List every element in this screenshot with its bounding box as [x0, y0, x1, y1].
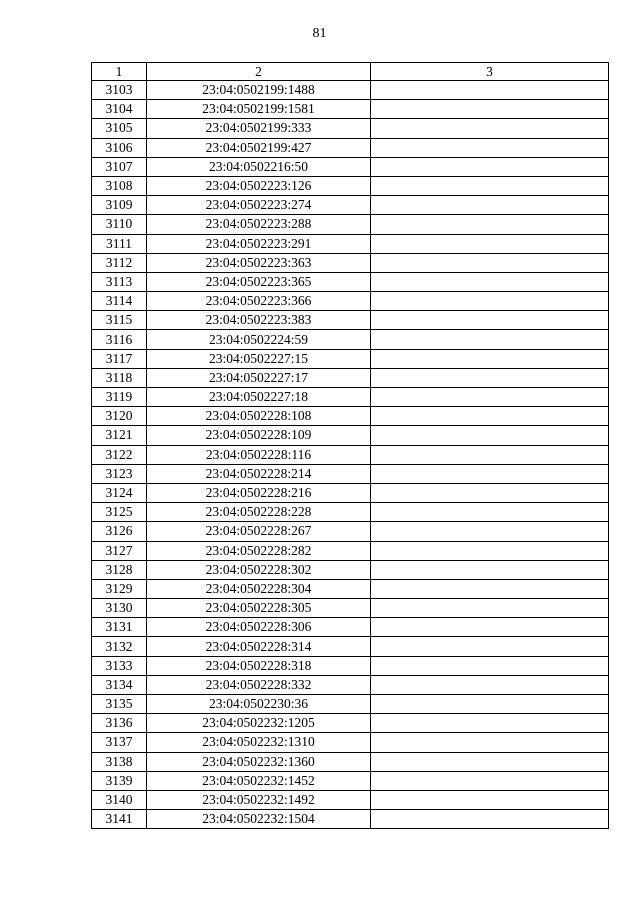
notes-cell	[371, 311, 609, 330]
cadastral-number-cell: 23:04:0502223:274	[147, 196, 371, 215]
notes-cell	[371, 234, 609, 253]
notes-cell	[371, 675, 609, 694]
row-number-cell: 3118	[92, 368, 147, 387]
row-number-cell: 3120	[92, 407, 147, 426]
table-row	[92, 215, 609, 234]
notes-cell	[371, 407, 609, 426]
cadastral-number-cell: 23:04:0502228:228	[147, 503, 371, 522]
cadastral-number-cell: 23:04:0502228:305	[147, 599, 371, 618]
row-number-cell: 3117	[92, 349, 147, 368]
cadastral-number-cell: 23:04:0502228:306	[147, 618, 371, 637]
row-number-cell: 3133	[92, 656, 147, 675]
row-number-cell: 3140	[92, 790, 147, 809]
cadastral-number-cell: 23:04:0502223:291	[147, 234, 371, 253]
table-row	[92, 599, 609, 618]
notes-cell	[371, 157, 609, 176]
cadastral-number-cell: 23:04:0502228:332	[147, 675, 371, 694]
row-number-cell: 3110	[92, 215, 147, 234]
cadastral-number-cell: 23:04:0502223:363	[147, 253, 371, 272]
table-row	[92, 119, 609, 138]
row-number-cell: 3112	[92, 253, 147, 272]
table-row	[92, 234, 609, 253]
row-number-cell: 3104	[92, 100, 147, 119]
row-number-cell: 3137	[92, 733, 147, 752]
row-number-cell: 3124	[92, 483, 147, 502]
table-row	[92, 714, 609, 733]
cadastral-number-cell: 23:04:0502199:333	[147, 119, 371, 138]
table-row	[92, 503, 609, 522]
notes-cell	[371, 388, 609, 407]
table-row	[92, 579, 609, 598]
row-number-cell: 3141	[92, 810, 147, 829]
cadastral-number-cell: 23:04:0502228:214	[147, 464, 371, 483]
row-number-cell: 3134	[92, 675, 147, 694]
notes-cell	[371, 272, 609, 291]
notes-cell	[371, 618, 609, 637]
row-number-cell: 3126	[92, 522, 147, 541]
cadastral-number-cell: 23:04:0502228:116	[147, 445, 371, 464]
row-number-cell: 3128	[92, 560, 147, 579]
row-number-cell: 3111	[92, 234, 147, 253]
notes-cell	[371, 695, 609, 714]
row-number-cell: 3108	[92, 176, 147, 195]
row-number-cell: 3109	[92, 196, 147, 215]
cadastral-number-cell: 23:04:0502232:1360	[147, 752, 371, 771]
row-number-cell: 3115	[92, 311, 147, 330]
table-row	[92, 483, 609, 502]
cadastral-number-cell: 23:04:0502232:1205	[147, 714, 371, 733]
table-row	[92, 560, 609, 579]
table-row	[92, 810, 609, 829]
table-row	[92, 426, 609, 445]
row-number-cell: 3139	[92, 771, 147, 790]
table-row	[92, 272, 609, 291]
table-row	[92, 330, 609, 349]
cadastral-number-cell: 23:04:0502223:288	[147, 215, 371, 234]
table-row	[92, 675, 609, 694]
row-number-cell: 3127	[92, 541, 147, 560]
cadastral-number-table	[91, 62, 609, 829]
table-row	[92, 176, 609, 195]
notes-cell	[371, 656, 609, 675]
cadastral-number-cell: 23:04:0502228:267	[147, 522, 371, 541]
notes-cell	[371, 176, 609, 195]
notes-cell	[371, 714, 609, 733]
notes-cell	[371, 426, 609, 445]
notes-cell	[371, 445, 609, 464]
notes-cell	[371, 771, 609, 790]
cadastral-number-cell: 23:04:0502199:427	[147, 138, 371, 157]
cadastral-number-cell: 23:04:0502227:17	[147, 368, 371, 387]
table-row	[92, 349, 609, 368]
notes-cell	[371, 599, 609, 618]
notes-cell	[371, 503, 609, 522]
table-row	[92, 464, 609, 483]
notes-cell	[371, 215, 609, 234]
row-number-cell: 3122	[92, 445, 147, 464]
notes-cell	[371, 368, 609, 387]
cadastral-number-cell: 23:04:0502228:109	[147, 426, 371, 445]
cadastral-number-cell: 23:04:0502228:302	[147, 560, 371, 579]
table-row	[92, 522, 609, 541]
table-row	[92, 407, 609, 426]
notes-cell	[371, 790, 609, 809]
table-row	[92, 618, 609, 637]
cadastral-number-cell: 23:04:0502232:1310	[147, 733, 371, 752]
column-header-3: 3	[371, 63, 609, 81]
row-number-cell: 3138	[92, 752, 147, 771]
notes-cell	[371, 292, 609, 311]
row-number-cell: 3105	[92, 119, 147, 138]
table-row	[92, 445, 609, 464]
table-row	[92, 138, 609, 157]
notes-cell	[371, 733, 609, 752]
cadastral-number-cell: 23:04:0502230:36	[147, 695, 371, 714]
row-number-cell: 3103	[92, 81, 147, 100]
row-number-cell: 3106	[92, 138, 147, 157]
table-row	[92, 790, 609, 809]
cadastral-number-cell: 23:04:0502223:126	[147, 176, 371, 195]
table-row	[92, 541, 609, 560]
notes-cell	[371, 100, 609, 119]
notes-cell	[371, 752, 609, 771]
row-number-cell: 3107	[92, 157, 147, 176]
notes-cell	[371, 349, 609, 368]
notes-cell	[371, 119, 609, 138]
notes-cell	[371, 560, 609, 579]
cadastral-number-cell: 23:04:0502232:1452	[147, 771, 371, 790]
table-row	[92, 311, 609, 330]
cadastral-number-cell: 23:04:0502232:1492	[147, 790, 371, 809]
row-number-cell: 3131	[92, 618, 147, 637]
table-row	[92, 196, 609, 215]
table-row	[92, 81, 609, 100]
page-number: 81	[312, 26, 327, 41]
notes-cell	[371, 196, 609, 215]
notes-cell	[371, 810, 609, 829]
row-number-cell: 3119	[92, 388, 147, 407]
cadastral-number-cell: 23:04:0502199:1581	[147, 100, 371, 119]
notes-cell	[371, 464, 609, 483]
notes-cell	[371, 637, 609, 656]
cadastral-number-cell: 23:04:0502227:15	[147, 349, 371, 368]
notes-cell	[371, 330, 609, 349]
row-number-cell: 3135	[92, 695, 147, 714]
table-row	[92, 656, 609, 675]
table-row	[92, 292, 609, 311]
cadastral-number-cell: 23:04:0502227:18	[147, 388, 371, 407]
notes-cell	[371, 483, 609, 502]
cadastral-number-cell: 23:04:0502228:108	[147, 407, 371, 426]
cadastral-number-cell: 23:04:0502223:365	[147, 272, 371, 291]
notes-cell	[371, 579, 609, 598]
cadastral-number-cell: 23:04:0502228:304	[147, 579, 371, 598]
table-row	[92, 253, 609, 272]
table-row	[92, 388, 609, 407]
cadastral-number-cell: 23:04:0502232:1504	[147, 810, 371, 829]
table-body	[92, 81, 609, 829]
notes-cell	[371, 138, 609, 157]
row-number-cell: 3132	[92, 637, 147, 656]
column-header-1: 1	[92, 63, 147, 81]
cadastral-number-cell: 23:04:0502228:318	[147, 656, 371, 675]
table-row	[92, 771, 609, 790]
row-number-cell: 3114	[92, 292, 147, 311]
cadastral-number-cell: 23:04:0502228:314	[147, 637, 371, 656]
notes-cell	[371, 541, 609, 560]
row-number-cell: 3116	[92, 330, 147, 349]
table-row	[92, 100, 609, 119]
row-number-cell: 3130	[92, 599, 147, 618]
row-number-cell: 3113	[92, 272, 147, 291]
cadastral-number-cell: 23:04:0502228:282	[147, 541, 371, 560]
cadastral-number-cell: 23:04:0502223:383	[147, 311, 371, 330]
row-number-cell: 3121	[92, 426, 147, 445]
cadastral-number-cell: 23:04:0502228:216	[147, 483, 371, 502]
cadastral-number-cell: 23:04:0502216:50	[147, 157, 371, 176]
row-number-cell: 3129	[92, 579, 147, 598]
notes-cell	[371, 81, 609, 100]
table-row	[92, 637, 609, 656]
table-row	[92, 368, 609, 387]
row-number-cell: 3123	[92, 464, 147, 483]
row-number-cell: 3136	[92, 714, 147, 733]
cadastral-number-cell: 23:04:0502223:366	[147, 292, 371, 311]
notes-cell	[371, 522, 609, 541]
notes-cell	[371, 253, 609, 272]
table-row	[92, 733, 609, 752]
row-number-cell: 3125	[92, 503, 147, 522]
column-header-2: 2	[147, 63, 371, 81]
table-row	[92, 752, 609, 771]
cadastral-number-cell: 23:04:0502199:1488	[147, 81, 371, 100]
table-header-row	[92, 63, 609, 81]
table-row	[92, 157, 609, 176]
cadastral-number-cell: 23:04:0502224:59	[147, 330, 371, 349]
table-row	[92, 695, 609, 714]
